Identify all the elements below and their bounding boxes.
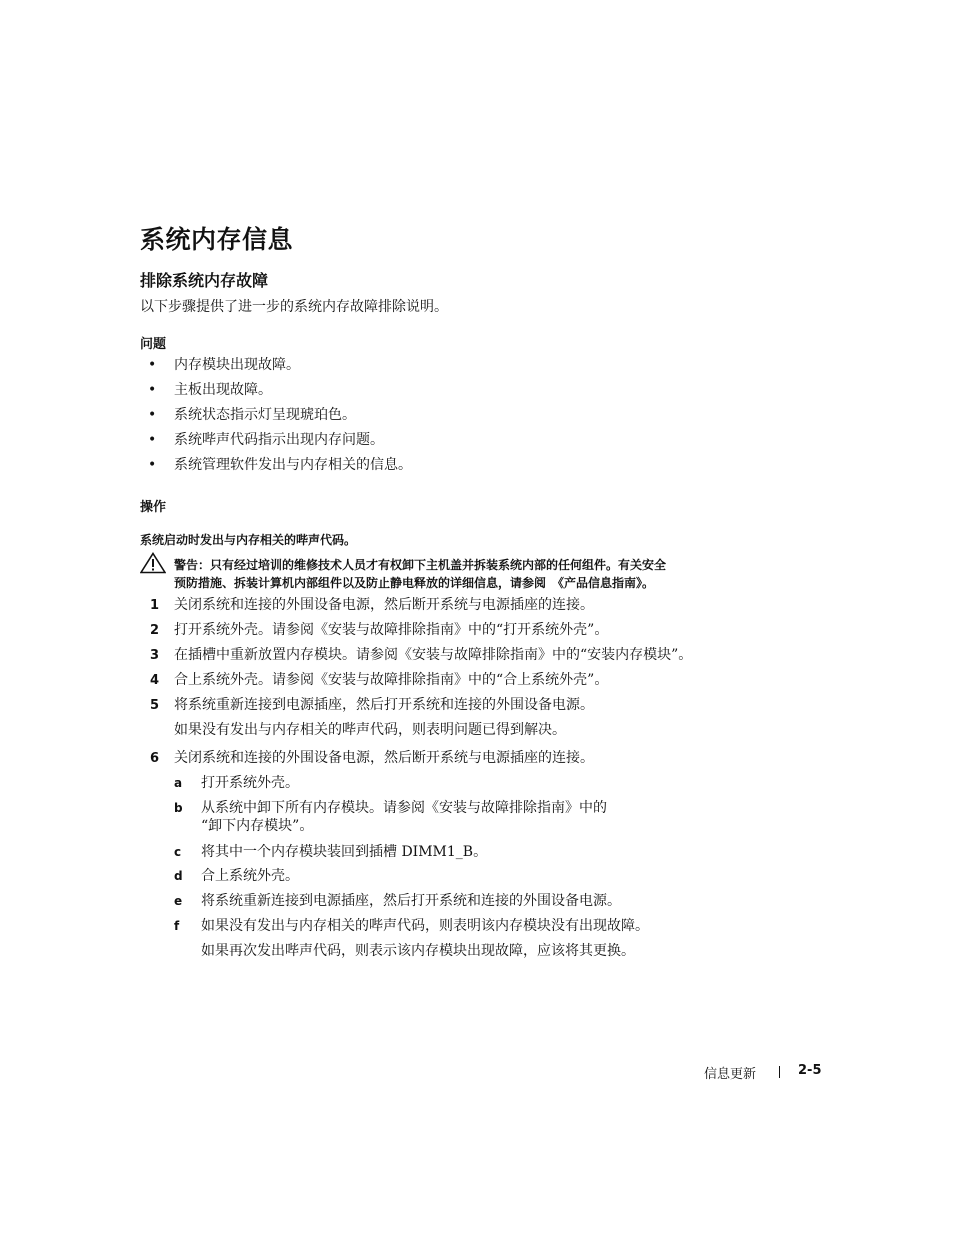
warning-triangle-icon xyxy=(140,552,166,574)
substep-text: 如果没有发出与内存相关的哔声代码，则表明该内存模块没有出现故障。 xyxy=(201,918,649,934)
step-number: 2 xyxy=(150,623,160,638)
step-text: 将系统重新连接到电源插座，然后打开系统和连接的外围设备电源。 xyxy=(174,697,594,713)
step-item xyxy=(150,596,594,615)
condition-text: 系统启动时发出与内存相关的哔声代码。 xyxy=(140,533,357,547)
section-heading: 排除系统内存故障 xyxy=(140,271,269,290)
substep-item xyxy=(174,843,487,861)
step-number: 1 xyxy=(150,598,160,613)
substep-continuation: “卸下内存模块”。 xyxy=(201,818,314,834)
list-item xyxy=(140,406,412,431)
step-item xyxy=(150,696,594,715)
warning-notice xyxy=(174,556,774,592)
step-note: 如果没有发出与内存相关的哔声代码，则表明问题已得到解决。 xyxy=(174,722,566,738)
problem-text: 主板出现故障。 xyxy=(174,382,272,398)
warning-body-2: 预防措施、拆装计算机内部组件以及防止静电释放的详细信息，请参阅 xyxy=(174,576,547,590)
substep-item xyxy=(174,867,299,885)
actions-heading: 操作 xyxy=(140,500,167,515)
list-item xyxy=(140,431,412,456)
bullet-icon: • xyxy=(148,357,157,373)
substep-text: 合上系统外壳。 xyxy=(201,868,299,884)
warning-body-1: 只有经过培训的维修技术人员才有权卸下主机盖并拆装系统内部的任何组件。有关安全 xyxy=(210,558,667,572)
substep-item xyxy=(174,799,607,835)
step-number: 3 xyxy=(150,648,160,663)
warning-label: 警告： xyxy=(174,558,211,572)
bullet-icon: • xyxy=(148,432,157,448)
bullet-icon: • xyxy=(148,407,157,423)
substep-item xyxy=(174,917,649,935)
step-item xyxy=(150,749,594,768)
step-text: 打开系统外壳。请参阅《安装与故障排除指南》中的“打开系统外壳”。 xyxy=(174,622,609,638)
step-text: 关闭系统和连接的外围设备电源，然后断开系统与电源插座的连接。 xyxy=(174,750,594,766)
list-item xyxy=(140,456,412,481)
substep-text: 打开系统外壳。 xyxy=(201,775,299,791)
bullet-icon: • xyxy=(148,382,157,398)
substep-letter: e xyxy=(174,894,183,908)
substep-letter: d xyxy=(174,869,183,883)
step-text: 关闭系统和连接的外围设备电源，然后断开系统与电源插座的连接。 xyxy=(174,597,594,613)
problem-text: 系统哔声代码指示出现内存问题。 xyxy=(174,432,384,448)
page-number: 2-5 xyxy=(798,1063,822,1078)
problems-heading: 问题 xyxy=(140,337,167,352)
footer-divider xyxy=(779,1066,780,1078)
substep-text: 将其中一个内存模块装回到插槽 DIMM1_B。 xyxy=(201,844,488,860)
step-text: 在插槽中重新放置内存模块。请参阅《安装与故障排除指南》中的“安装内存模块”。 xyxy=(174,647,693,663)
substep-text: 将系统重新连接到电源插座，然后打开系统和连接的外围设备电源。 xyxy=(201,893,621,909)
substep-letter: b xyxy=(174,801,183,815)
problem-text: 系统管理软件发出与内存相关的信息。 xyxy=(174,457,412,473)
warning-doc-ref: 《产品信息指南》。 xyxy=(552,576,655,590)
footer-section-title: 信息更新 xyxy=(704,1067,757,1082)
step-item xyxy=(150,621,608,640)
step-text: 合上系统外壳。请参阅《安装与故障排除指南》中的“合上系统外壳”。 xyxy=(174,672,609,688)
substep-letter: a xyxy=(174,776,183,790)
warning-line-2 xyxy=(174,574,774,592)
step-item xyxy=(150,671,608,690)
step-number: 5 xyxy=(150,698,160,713)
substep-item xyxy=(174,892,621,910)
substep-item xyxy=(174,774,299,792)
list-item xyxy=(140,381,412,406)
problem-text: 系统状态指示灯呈现琥珀色。 xyxy=(174,407,356,423)
step-number: 4 xyxy=(150,673,160,688)
page-title: 系统内存信息 xyxy=(140,225,294,254)
substep-letter: f xyxy=(174,919,180,933)
intro-paragraph: 以下步骤提供了进一步的系统内存故障排除说明。 xyxy=(140,299,448,315)
problem-text: 内存模块出现故障。 xyxy=(174,357,300,373)
substep-note: 如果再次发出哔声代码，则表示该内存模块出现故障，应该将其更换。 xyxy=(201,943,635,959)
substep-text: 从系统中卸下所有内存模块。请参阅《安装与故障排除指南》中的 xyxy=(201,800,607,816)
step-number: 6 xyxy=(150,751,160,766)
bullet-icon: • xyxy=(148,457,157,473)
step-item xyxy=(150,646,692,665)
problem-list xyxy=(140,356,412,481)
substep-letter: c xyxy=(174,845,182,859)
warning-line-1 xyxy=(174,556,774,574)
list-item xyxy=(140,356,412,381)
